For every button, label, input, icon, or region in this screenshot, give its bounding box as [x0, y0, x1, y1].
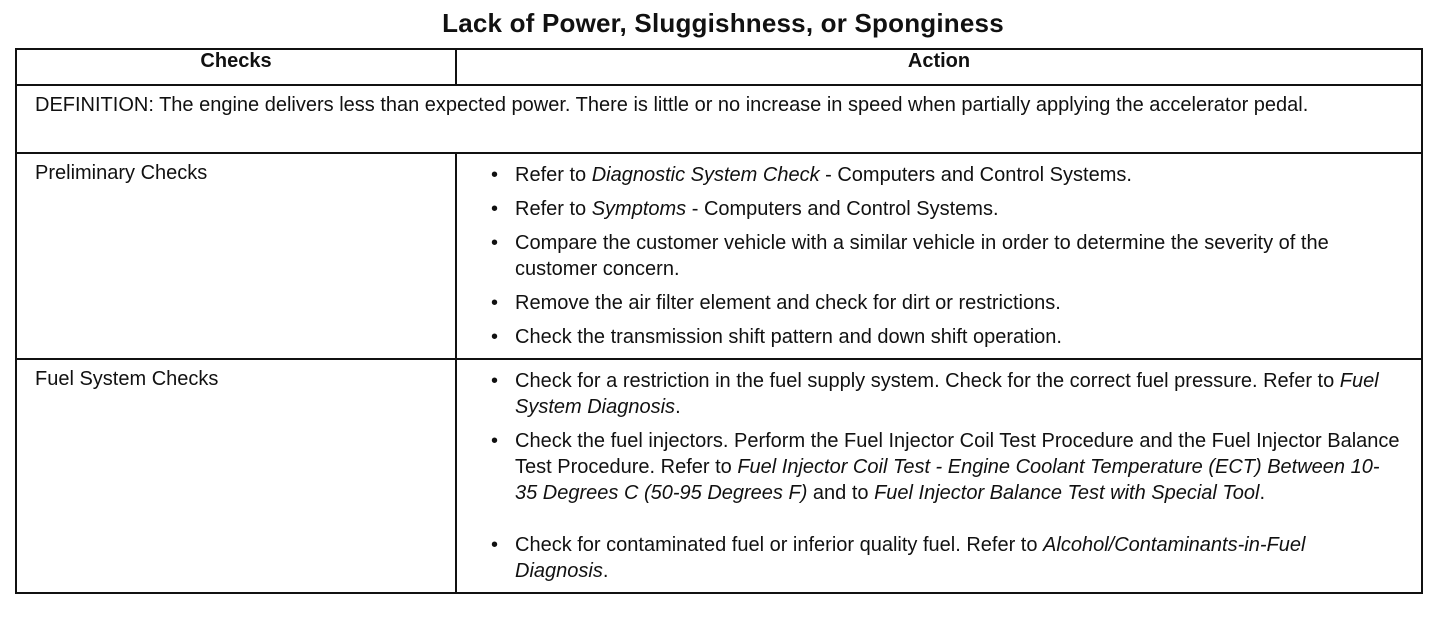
list-item: • Check for a restriction in the fuel supply system. Check for the correct fuel pressure. Refer to Fuel System Diagnosis.	[491, 368, 1401, 420]
preliminary-checks-label: Preliminary Checks	[16, 153, 456, 359]
preliminary-actions-cell	[456, 153, 1422, 359]
list-item: • Compare the customer vehicle with a similar vehicle in order to determine the severity of the customer concern.	[491, 230, 1401, 282]
list-item: • Check the transmission shift pattern and down shift operation.	[491, 324, 1401, 350]
action-header: Action	[456, 49, 1422, 85]
list-item: • Check the fuel injectors. Perform the Fuel Injector Coil Test Procedure and the Fuel Injector Balance Test Procedure. Refer to Fuel Injector Coil Test - Engine Coolant Temperature (ECT) Between 10-35 Degrees C (50-95 Degrees F) and to Fuel Injector Balance Test with Special Tool.	[491, 428, 1401, 506]
fuel-actions-cell	[456, 359, 1422, 593]
list-item: • Refer to Symptoms - Computers and Control Systems.	[491, 196, 1401, 222]
fuel-action-list	[457, 360, 1421, 592]
definition-row	[16, 85, 1422, 153]
header-row	[16, 49, 1422, 85]
definition-text: DEFINITION: The engine delivers less than expected power. There is little or no increase in speed when partially applying the accelerator pedal.	[16, 85, 1422, 153]
diagnostic-table	[15, 48, 1423, 594]
checks-header: Checks	[16, 49, 456, 85]
table-row	[16, 153, 1422, 359]
page-title: Lack of Power, Sluggishness, or Sponginess	[442, 8, 1004, 38]
fuel-system-checks-label: Fuel System Checks	[16, 359, 456, 593]
table-row	[16, 359, 1422, 593]
preliminary-action-list	[457, 154, 1421, 358]
list-item: • Check for contaminated fuel or inferior quality fuel. Refer to Alcohol/Contaminants-in-Fuel Diagnosis.	[491, 532, 1401, 584]
list-item: • Remove the air filter element and check for dirt or restrictions.	[491, 290, 1401, 316]
list-item: • Refer to Diagnostic System Check - Computers and Control Systems.	[491, 162, 1401, 188]
